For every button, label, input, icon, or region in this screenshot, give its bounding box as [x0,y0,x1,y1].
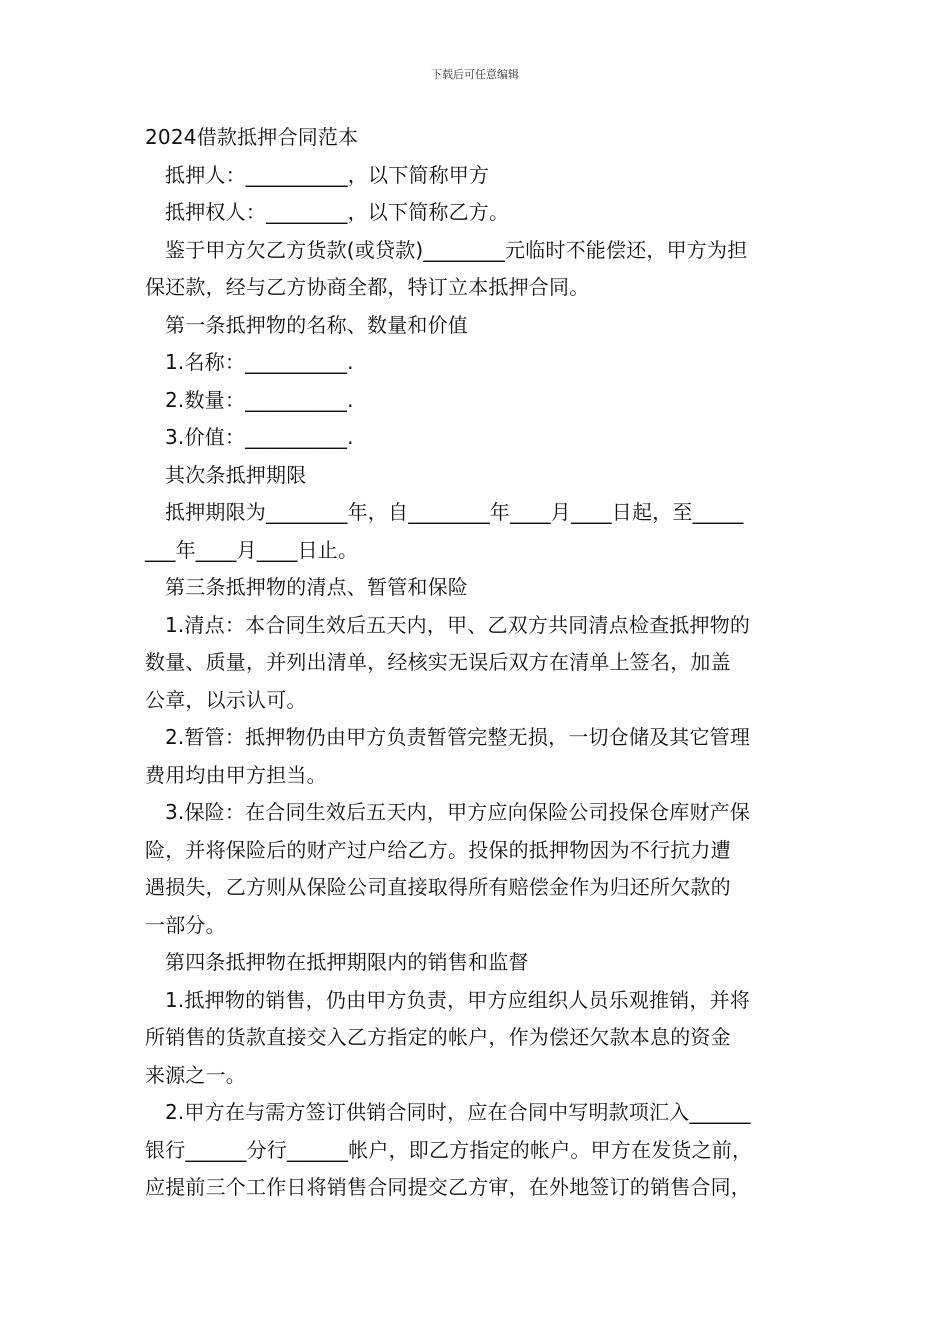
paragraph-line: 2.暂管：抵押物仍由甲方负责暂管完整无损，一切仓储及其它管理 [165,725,751,749]
list-item: 3.价值：__________. [165,425,354,449]
paragraph-line: 遇损失，乙方则从保险公司直接取得所有赔偿金作为归还所欠款的 [145,875,731,899]
list-item: 2.数量：__________. [165,387,354,412]
paragraph-line: 3.保险：在合同生效后五天内，甲方应向保险公司投保仓库财产保 [165,800,751,824]
article-heading: 第三条抵押物的清点、暂管和保险 [165,575,468,599]
paragraph-line: 2.甲方在与需方签订供销合同时，应在合同中写明款项汇入______ [165,1100,751,1124]
paragraph-line: 抵押期限为________年，自________年____月____日起，至_____ [165,500,744,524]
paragraph-line: 1.抵押物的销售，仍由甲方负责，甲方应组织人员乐观推销，并将 [165,987,751,1012]
paragraph-line: 一部分。 [145,912,226,937]
page-header: 下载后可任意编辑 [431,68,519,81]
article-heading: 第一条抵押物的名称、数量和价值 [165,312,468,337]
document-body [145,119,810,1207]
mortgagee-line: 抵押权人：________，以下简称乙方。 [165,200,510,224]
document-title: 2024借款抵押合同范本 [145,125,359,149]
paragraph-line: ___年____月____日止。 [145,537,359,562]
article-heading: 第四条抵押物在抵押期限内的销售和监督 [165,950,529,974]
mortgagor-line: 抵押人：__________，以下简称甲方 [165,162,490,187]
paragraph-line: 所销售的货款直接交入乙方指定的帐户，作为偿还欠款本息的资金 [145,1025,731,1049]
paragraph-line: 来源之一。 [145,1062,246,1087]
article-heading: 其次条抵押期限 [165,462,307,487]
paragraph-line: 数量、质量，并列出清单，经核实无误后双方在清单上签名，加盖 [145,650,731,674]
paragraph-line: 应提前三个工作日将销售合同提交乙方审，在外地签订的销售合同， [145,1175,751,1199]
paragraph-line: 保还款，经与乙方协商全都，特订立本抵押合同。 [145,275,590,299]
paragraph-line: 鉴于甲方欠乙方货款(或贷款)________元临时不能偿还，甲方为担 [165,237,748,262]
list-item: 1.名称：__________. [165,350,354,374]
paragraph-line: 公章，以示认可。 [145,687,307,712]
paragraph-line: 银行______分行______帐户，即乙方指定的帐户。甲方在发货之前， [145,1137,753,1162]
paragraph-line: 1.清点：本合同生效后五天内，甲、乙双方共同清点检查抵押物的 [165,612,751,637]
paragraph-line: 险，并将保险后的财产过户给乙方。投保的抵押物因为不行抗力遭 [145,837,731,862]
paragraph-line: 费用均由甲方担当。 [145,762,327,787]
